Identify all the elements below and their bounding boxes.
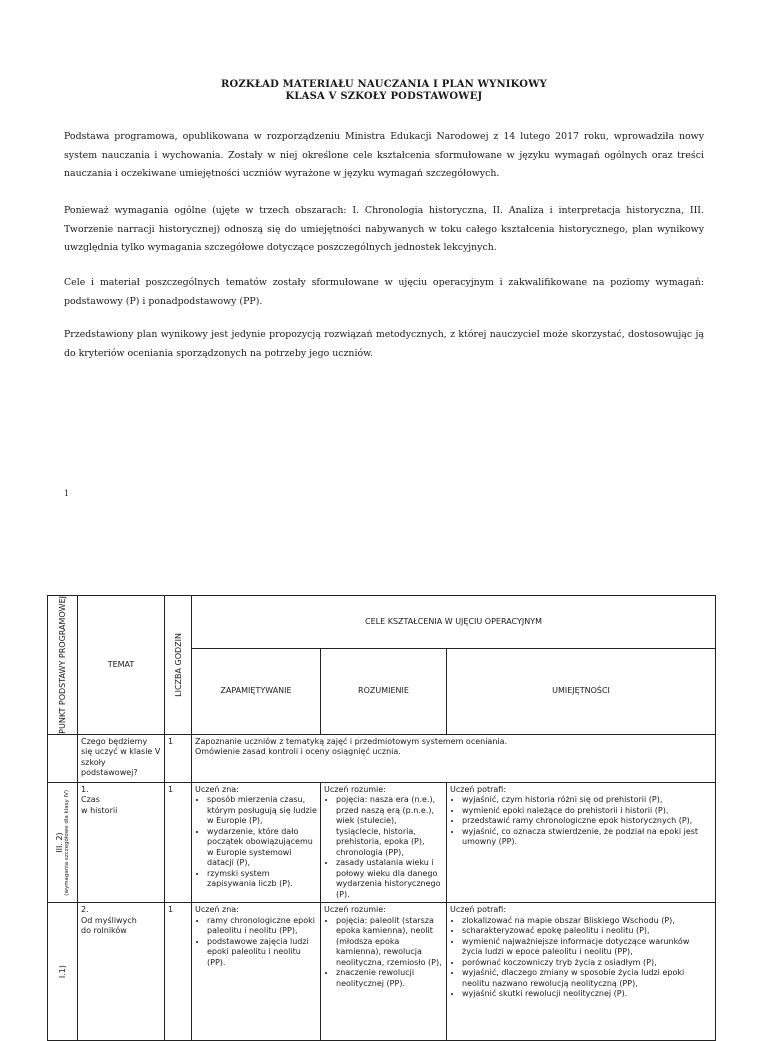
list-item: • pojęcia: paleolit (starsza epoka kamienna), neolit (młodsza epoka kamienna), rewolucja neolityczna, rzemiosło (P), — [336, 916, 443, 969]
list-item: • wyjaśnić skutki rewolucji neolitycznej (P). — [462, 989, 712, 1000]
row-zapamietywanie: Uczeń zna: • ramy chronologiczne epoki paleolitu i neolitu (PP), • podstawowe zajęcia ludzi epoki paleolitu i neolitu (PP). — [192, 903, 321, 1041]
row-rozumienie: Uczeń rozumie: • pojęcia: nasza era (n.e.), przed naszą erą (p.n.e.), wiek (stulecie), tysiąclecie, historia, prehistoria, epoka (P), chronologia (PP), • zasady ustalania wieku i połowy wieku dla danego wydarzenia historycznego (P). — [321, 782, 447, 903]
row-punkt: III. 2) (wymagania szczegółowe dla klasy IV) — [48, 782, 78, 903]
list-item: • przedstawić ramy chronologiczne epok historycznych (P), — [462, 816, 712, 827]
list-item: • znaczenie rewolucji neolitycznej (PP). — [336, 968, 443, 989]
intro-paragraph-3: Cele i materiał poszczególnych tematów zostały sformułowane w ujęciu operacyjnym i zakwalifikowane na poziomy wymagań: podstawowy (P) i ponadpodstawowy (PP). — [64, 277, 704, 307]
intro-paragraph-1: Podstawa programowa, opublikowana w rozporządzeniu Ministra Edukacji Narodowej z 14 lutego 2017 roku, wprowadziła nowy system nauczania i wychowania. Zostały w niej określone cele kształcenia sformułowane w języku wymagań ogólnych oraz treści nauczania i oczekiwane umiejętności uczniów wyrażone w języku wymagań szczegółowych. — [64, 131, 704, 179]
list-item: • sposób mierzenia czasu, którym posługują się ludzie w Europie (P), — [207, 795, 317, 827]
list-item: • wydarzenie, które dało początek obowiązującemu w Europie systemowi datacji (P), — [207, 827, 317, 869]
document-title: ROZKŁAD MATERIAŁU NAUCZANIA I PLAN WYNIKOWY — [221, 79, 547, 90]
row-punkt — [48, 734, 78, 782]
row-rozumienie: Uczeń rozumie: • pojęcia: paleolit (starsza epoka kamienna), neolit (młodsza epoka kamienna), rewolucja neolityczna, rzemiosło (P), • znaczenie rewolucji neolitycznej (PP). — [321, 903, 447, 1041]
list-item: • zlokalizować na mapie obszar Bliskiego Wschodu (P), — [462, 916, 712, 927]
plan-table — [47, 595, 716, 1041]
table-row — [48, 782, 716, 903]
header-cele: CELE KSZTAŁCENIA W UJĘCIU OPERACYJNYM — [192, 596, 716, 649]
row-umiejetnosci: Uczeń potrafi: • wyjaśnić, czym historia różni się od prehistorii (P), • wymienić epoki należące do prehistorii i historii (P), • przedstawić ramy chronologiczne epok historycznych (P), • wyjaśnić, co oznacza stwierdzenie, że podział na epoki jest umowny (PP). — [447, 782, 716, 903]
table-row — [48, 734, 716, 782]
list-item: • wyjaśnić, co oznacza stwierdzenie, że podział na epoki jest umowny (PP). — [462, 827, 712, 848]
row-zapamietywanie: Uczeń zna: • sposób mierzenia czasu, którym posługują się ludzie w Europie (P), • wydarzenie, które dało początek obowiązującemu w Europie systemowi datacji (P), • rzymski system zapisywania liczb (P). — [192, 782, 321, 903]
intro-paragraph-4: Przedstawiony plan wynikowy jest jedynie propozycją rozwiązań metodycznych, z której nauczyciel może skorzystać, dostosowując ją do kryteriów oceniania sporządzonych na potrzeby jego uczniów. — [64, 329, 704, 359]
row-godziny: 1 — [165, 782, 192, 903]
list-item: • wyjaśnić, dlaczego zmiany w sposobie życia ludzi epoki neolitu nazwano rewolucją neolityczną (PP), — [462, 968, 712, 989]
list-item: • rzymski system zapisywania liczb (P). — [207, 869, 317, 890]
list-item: • pojęcia: nasza era (n.e.), przed naszą erą (p.n.e.), wiek (stulecie), tysiąclecie, historia, prehistoria, epoka (P), chronologia (PP), — [336, 795, 443, 858]
intro-paragraph-2: Ponieważ wymagania ogólne (ujęte w trzech obszarach: I. Chronologia historyczna, II. Analiza i interpretacja historyczna, III. Tworzenie narracji historycznej) odnoszą się do umiejętności nabywanych w toku całego kształcenia historycznego, plan wynikowy uwzględnia tylko wymagania szczegółowe dotyczące poszczególnych jednostek lekcyjnych. — [64, 205, 704, 253]
row-temat: Czego będziemy się uczyć w klasie V szkoły podstawowej? — [78, 734, 165, 782]
row-temat: 1. Czas w historii — [78, 782, 165, 903]
row-punkt: I.1) — [48, 903, 78, 1041]
header-liczba-godzin: LICZBA GODZIN — [165, 596, 192, 735]
row-godziny: 1 — [165, 903, 192, 1041]
header-temat: TEMAT — [78, 596, 165, 735]
list-item: • wyjaśnić, czym historia różni się od prehistorii (P), — [462, 795, 712, 806]
list-item: • wymienić epoki należące do prehistorii i historii (P), — [462, 806, 712, 817]
header-punkt: PUNKT PODSTAWY PROGRAMOWEJ — [48, 596, 78, 735]
header-zapamietywanie: ZAPAMIĘTYWANIE — [192, 649, 321, 735]
list-item: • podstawowe zajęcia ludzi epoki paleolitu i neolitu (PP). — [207, 937, 317, 969]
header-umiejetnosci: UMIEJĘTNOŚCI — [447, 649, 716, 735]
document-subtitle: KLASA V SZKOŁY PODSTAWOWEJ — [285, 91, 483, 102]
table-row — [48, 903, 716, 1041]
list-item: • ramy chronologiczne epoki paleolitu i neolitu (PP), — [207, 916, 317, 937]
list-item: • scharakteryzować epokę paleolitu i neolitu (P), — [462, 926, 712, 937]
header-rozumienie: ROZUMIENIE — [321, 649, 447, 735]
footnote-mark: 1 — [64, 489, 70, 498]
list-item: • zasady ustalania wieku i połowy wieku dla danego wydarzenia historycznego (P). — [336, 858, 443, 900]
row-godziny: 1 — [165, 734, 192, 782]
row-merged-goals: Zapoznanie uczniów z tematyką zajęć i przedmiotowym systemem oceniania. Omówienie zasad kontroli i oceny osiągnięć ucznia. — [192, 734, 716, 782]
row-temat: 2. Od myśliwych do rolników — [78, 903, 165, 1041]
row-umiejetnosci: Uczeń potrafi: • zlokalizować na mapie obszar Bliskiego Wschodu (P), • scharakteryzować epokę paleolitu i neolitu (P), • wymienić najważniejsze informacje dotyczące warunków życia ludzi w epoce paleolitu i neolitu (PP), • porównać koczowniczy tryb życia z osiadłym (P), • wyjaśnić, dlaczego zmiany w sposobie życia ludzi epoki neolitu nazwano rewolucją neolityczną (PP), • wyjaśnić skutki rewolucji neolitycznej (P). — [447, 903, 716, 1041]
list-item: • porównać koczowniczy tryb życia z osiadłym (P), — [462, 958, 712, 969]
list-item: • wymienić najważniejsze informacje dotyczące warunków życia ludzi w epoce paleolitu i neolitu (PP), — [462, 937, 712, 958]
